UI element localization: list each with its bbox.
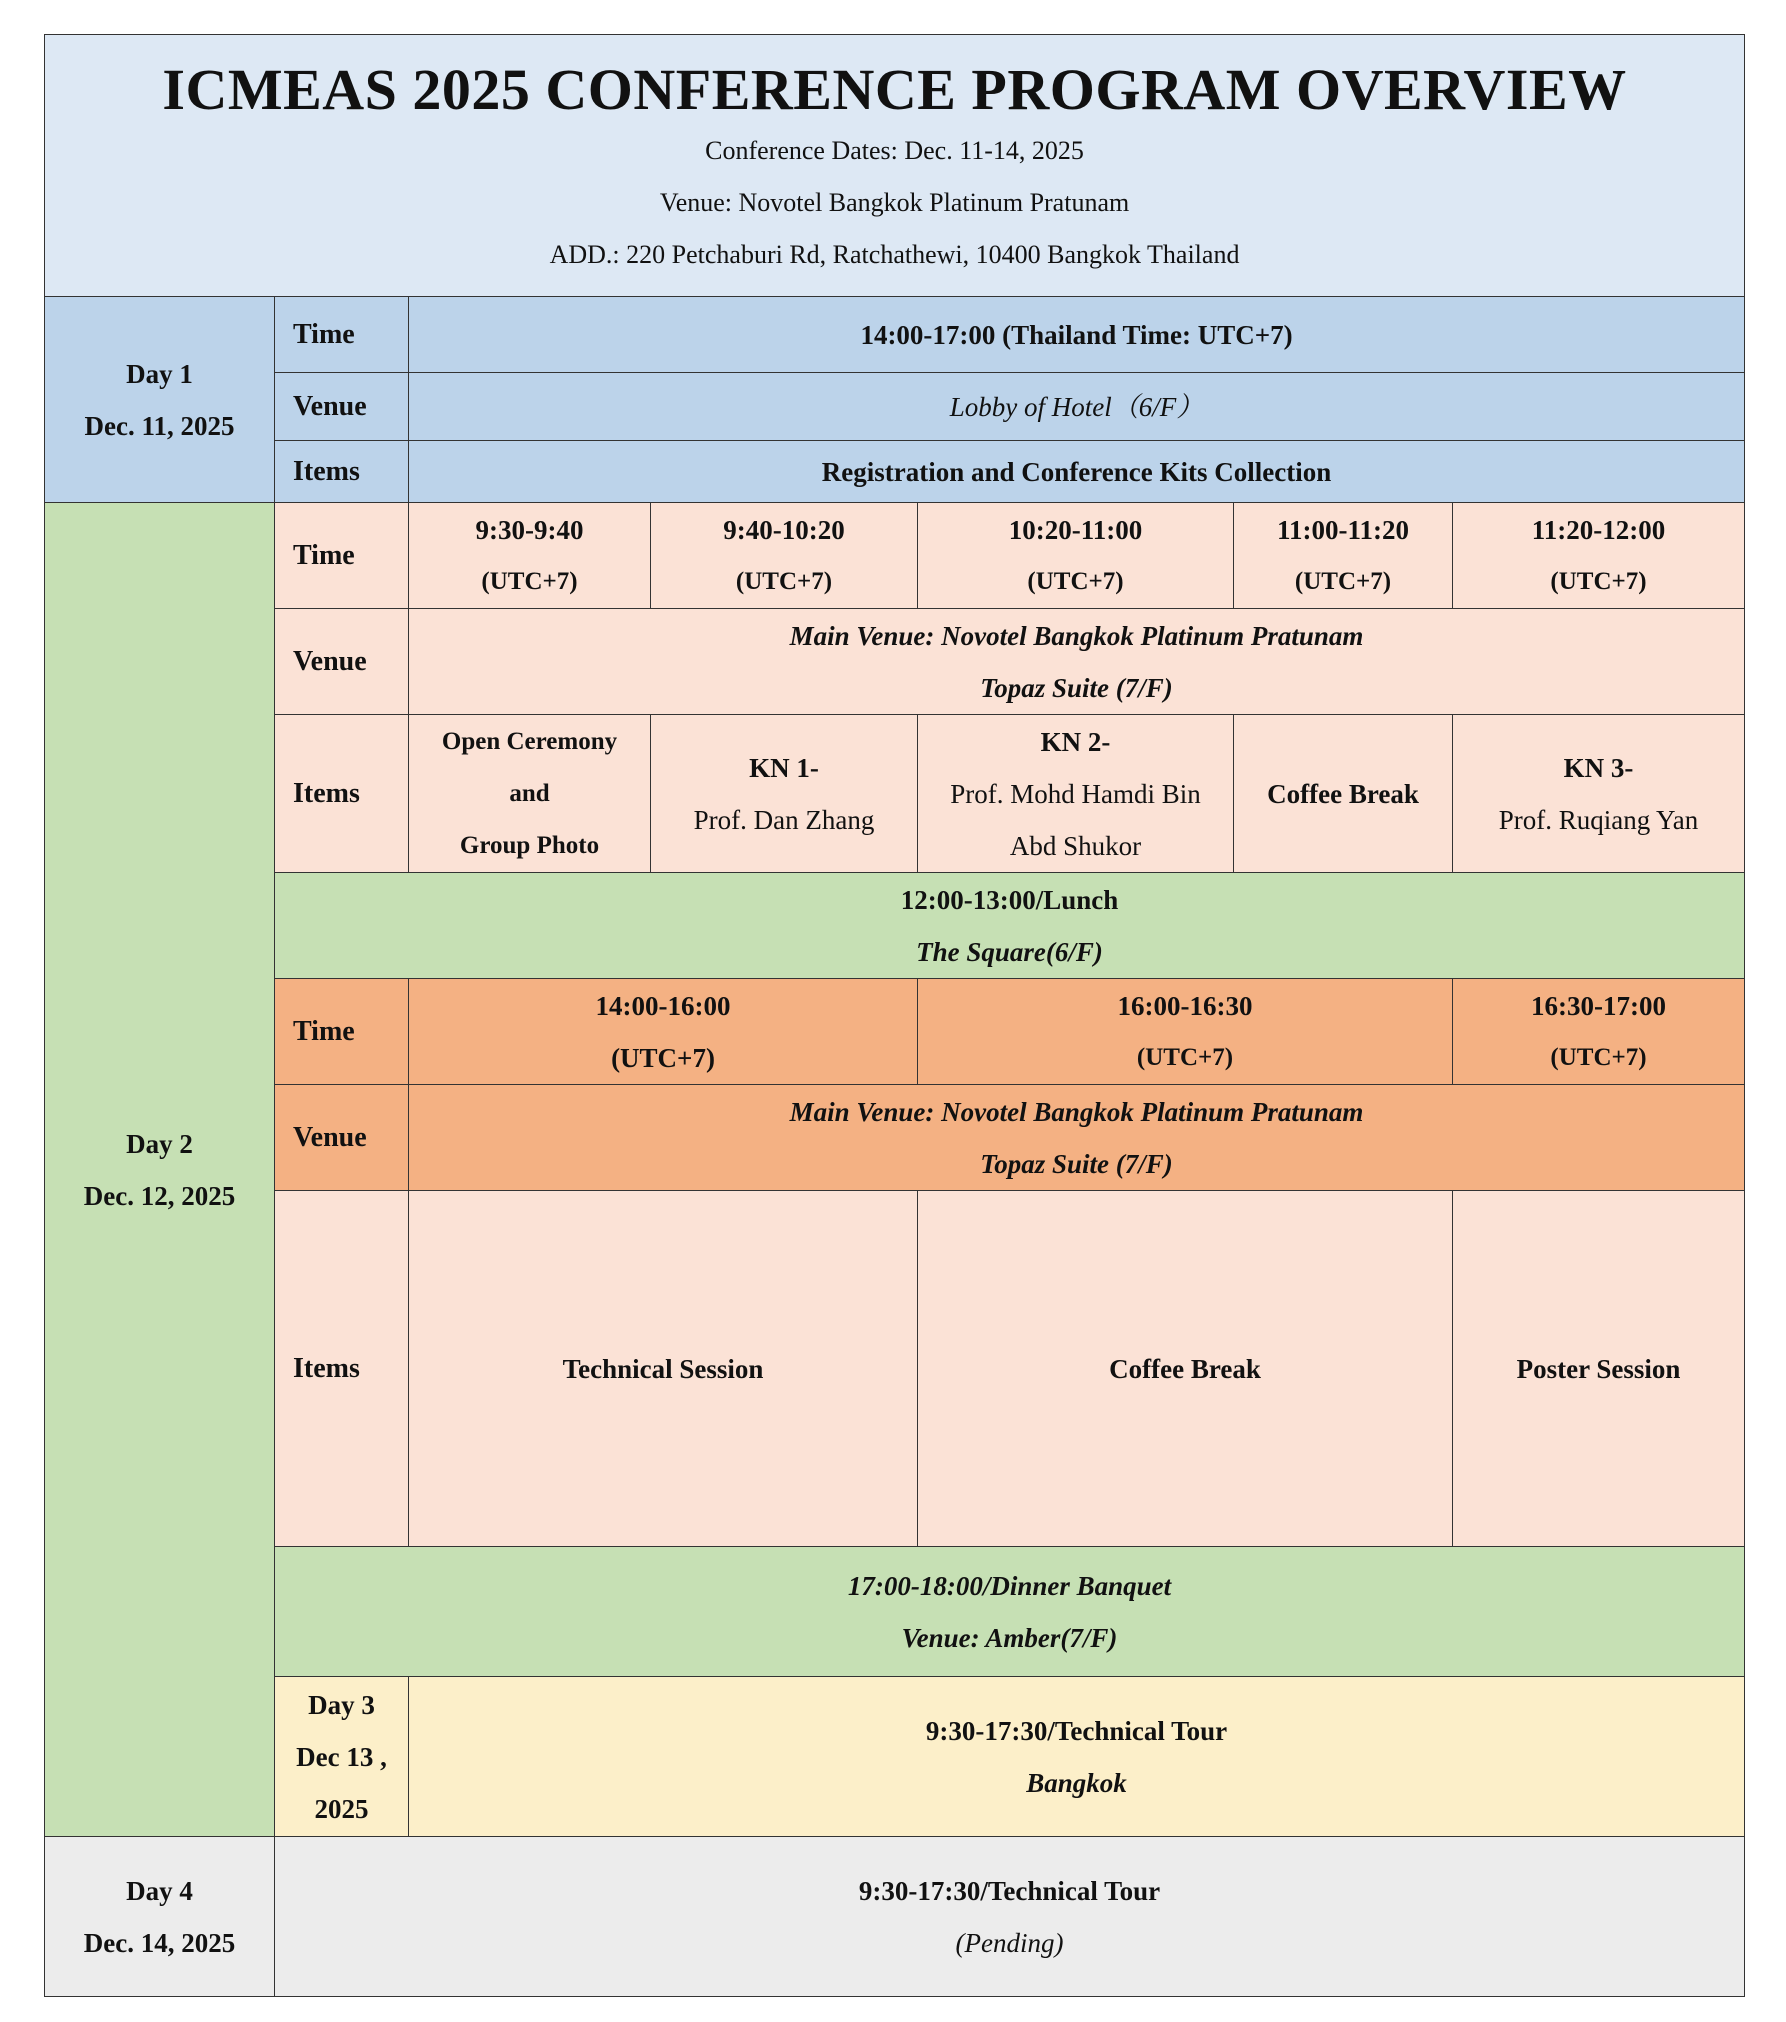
day4-label [45, 1837, 275, 1997]
item-coffee-break-am: Coffee Break [1234, 715, 1453, 873]
keynote-speaker: Prof. Dan Zhang [693, 804, 875, 835]
day1-venue: Lobby of Hotel（6/F） [409, 373, 1745, 441]
venue-room: Topaz Suite (7/F) [980, 672, 1173, 703]
day4-date: Dec. 14, 2025 [83, 1927, 236, 1958]
venue-line: Main Venue: Novotel Bangkok Platinum Pratunam [789, 620, 1364, 651]
day2-pm-items-label: Items [275, 1191, 409, 1547]
day2-am-slot-1 [409, 503, 651, 609]
day2-label [45, 503, 275, 1837]
day2-number: Day 2 [126, 1128, 193, 1159]
slot-time: 10:20-11:00 [1008, 514, 1143, 545]
item-kn1 [651, 715, 918, 873]
keynote-title: KN 2- [1040, 726, 1111, 757]
slot-time: 9:40-10:20 [723, 514, 845, 545]
slot-time: 11:00-11:20 [1277, 514, 1409, 545]
slot-timezone: (UTC+7) [735, 567, 833, 595]
slot-timezone: (UTC+7) [1136, 1043, 1234, 1071]
day2-pm-slot-3 [1453, 979, 1745, 1085]
item-technical-session: Technical Session [409, 1191, 918, 1547]
item-coffee-break-pm: Coffee Break [918, 1191, 1453, 1547]
day2-pm-venue-label: Venue [275, 1085, 409, 1191]
slot-time: 16:00-16:30 [1117, 990, 1253, 1021]
day2-am-items-label: Items [275, 715, 409, 873]
keynote-speaker: Abd Shukor [1009, 830, 1142, 861]
program-overview [44, 34, 1744, 1997]
slot-timezone: (UTC+7) [1294, 567, 1392, 595]
conference-venue: Venue: Novotel Bangkok Platinum Pratunam [659, 188, 1130, 217]
day2-pm-venue [409, 1085, 1745, 1191]
day3-number: Day 3 [308, 1689, 375, 1720]
tour-location: Bangkok [1026, 1767, 1127, 1798]
day2-am-slot-2 [651, 503, 918, 609]
slot-timezone: (UTC+7) [1550, 1043, 1647, 1071]
tour-time: 9:30-17:30/Technical Tour [858, 1875, 1161, 1906]
day1-time-label: Time [275, 297, 409, 373]
item-text: and [509, 779, 550, 807]
page-title: ICMEAS 2025 CONFERENCE PROGRAM OVERVIEW [162, 57, 1627, 122]
slot-timezone: (UTC+7) [481, 567, 578, 595]
day1-time: 14:00-17:00 (Thailand Time: UTC+7) [409, 297, 1745, 373]
slot-time: 11:20-12:00 [1531, 514, 1666, 545]
dinner-venue: Venue: Amber(7/F) [901, 1622, 1118, 1653]
day2-pm-slot-1 [409, 979, 918, 1085]
day4-number: Day 4 [126, 1875, 193, 1906]
day2-date: Dec. 12, 2025 [83, 1180, 236, 1211]
item-text: Open Ceremony [441, 727, 618, 755]
day2-am-slot-3 [918, 503, 1234, 609]
keynote-title: KN 1- [749, 752, 819, 783]
day3-tour [409, 1677, 1745, 1837]
slot-timezone: (UTC+7) [1027, 567, 1124, 595]
venue-room: Topaz Suite (7/F) [980, 1148, 1173, 1179]
day1-venue-label: Venue [275, 373, 409, 441]
day2-am-time-label: Time [275, 503, 409, 609]
keynote-speaker: Prof. Ruqiang Yan [1498, 804, 1699, 835]
day4-tour [275, 1837, 1745, 1997]
tour-status: (Pending) [955, 1927, 1064, 1958]
day2-am-slot-4 [1234, 503, 1453, 609]
item-open-ceremony [409, 715, 651, 873]
slot-timezone: (UTC+7) [1550, 567, 1647, 595]
day1-items: Registration and Conference Kits Collection [409, 441, 1745, 503]
tour-time: 9:30-17:30/Technical Tour [925, 1715, 1228, 1746]
conference-address: ADD.: 220 Petchaburi Rd, Ratchathewi, 10400 Bangkok Thailand [549, 240, 1240, 269]
day3-date: Dec 13 , 2025 [296, 1741, 387, 1824]
day2-am-slot-5 [1453, 503, 1745, 609]
venue-line: Main Venue: Novotel Bangkok Platinum Pratunam [789, 1096, 1364, 1127]
day1-number: Day 1 [126, 358, 193, 389]
day2-am-venue-label: Venue [275, 609, 409, 715]
day1-label [45, 297, 275, 503]
item-poster-session: Poster Session [1453, 1191, 1745, 1547]
program-table [44, 34, 1745, 1997]
day2-lunch [275, 873, 1745, 979]
day3-label [275, 1677, 409, 1837]
item-kn2 [918, 715, 1234, 873]
day2-pm-time-label: Time [275, 979, 409, 1085]
slot-time: 16:30-17:00 [1531, 990, 1667, 1021]
day2-dinner [275, 1547, 1745, 1677]
slot-time: 9:30-9:40 [475, 514, 584, 545]
keynote-speaker: Prof. Mohd Hamdi Bin [950, 778, 1201, 809]
day2-pm-slot-2 [918, 979, 1453, 1085]
item-text: Group Photo [459, 831, 600, 859]
dinner-time: 17:00-18:00/Dinner Banquet [847, 1570, 1172, 1601]
item-kn3 [1453, 715, 1745, 873]
program-header [45, 35, 1745, 297]
conference-dates: Conference Dates: Dec. 11-14, 2025 [705, 136, 1084, 165]
keynote-title: KN 3- [1563, 752, 1634, 783]
day1-date: Dec. 11, 2025 [84, 410, 235, 441]
lunch-time: 12:00-13:00/Lunch [900, 884, 1119, 915]
day2-am-venue [409, 609, 1745, 715]
lunch-venue: The Square(6/F) [916, 936, 1103, 967]
slot-timezone: (UTC+7) [611, 1042, 715, 1073]
slot-time: 14:00-16:00 [595, 990, 731, 1021]
day1-items-label: Items [275, 441, 409, 503]
